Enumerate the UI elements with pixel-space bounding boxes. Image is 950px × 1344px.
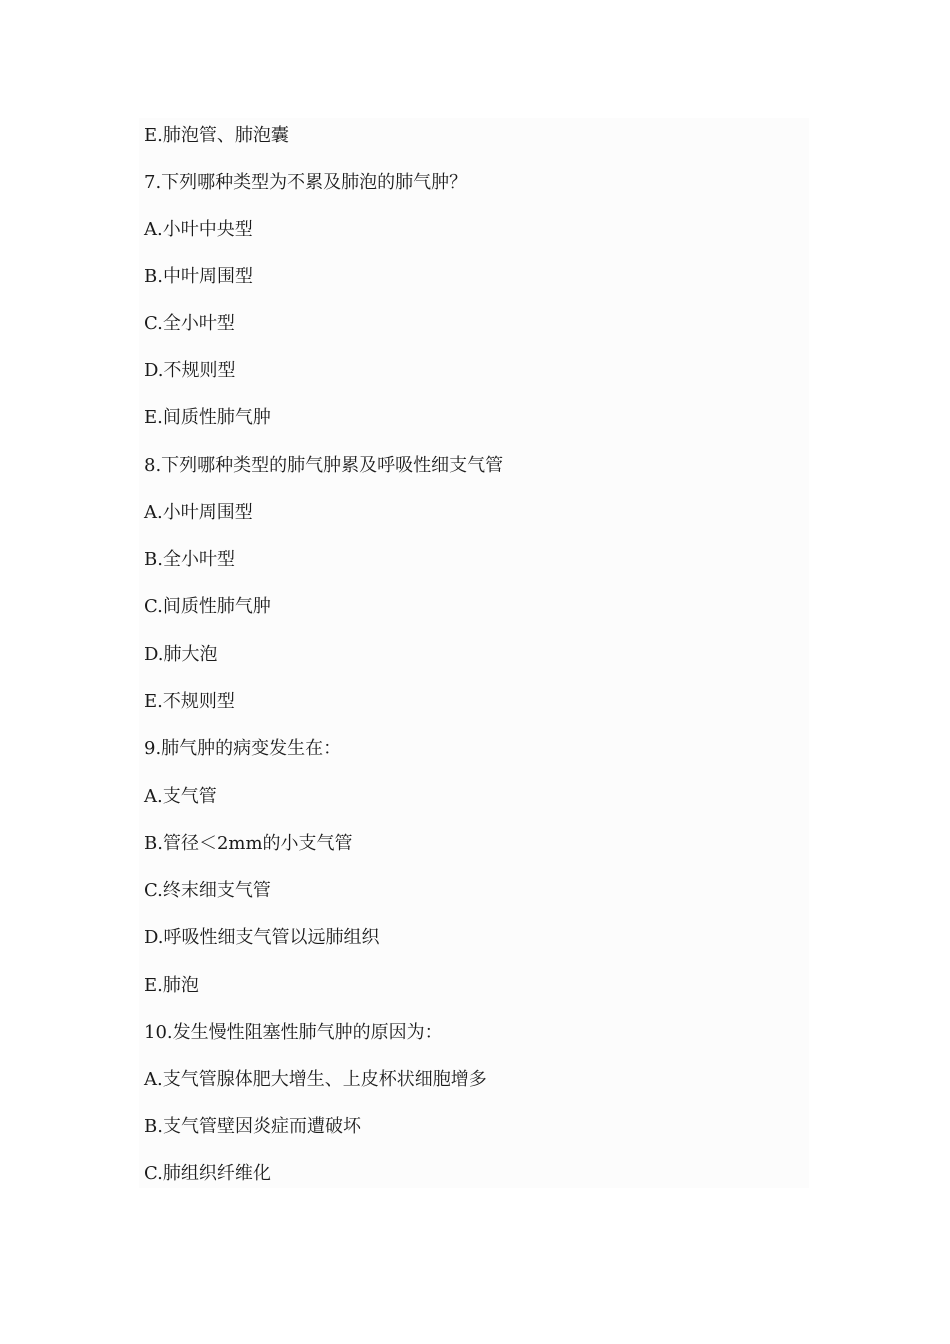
option-line: D.肺大泡 bbox=[144, 644, 218, 665]
option-line: B.管径＜2mm的小支气管 bbox=[144, 833, 353, 854]
option-line: C.间质性肺气肿 bbox=[144, 596, 271, 617]
option-line: E.肺泡管、肺泡囊 bbox=[144, 125, 289, 146]
option-line: E.不规则型 bbox=[144, 691, 235, 712]
option-line: C.全小叶型 bbox=[144, 313, 235, 334]
option-line: B.全小叶型 bbox=[144, 549, 235, 570]
option-line: B.支气管壁因炎症而遭破坏 bbox=[144, 1116, 361, 1137]
question-line: 8.下列哪种类型的肺气肿累及呼吸性细支气管 bbox=[144, 455, 504, 476]
option-line: A.支气管 bbox=[144, 786, 217, 807]
option-line: D.呼吸性细支气管以远肺组织 bbox=[144, 927, 380, 948]
option-line: C.肺组织纤维化 bbox=[144, 1163, 271, 1184]
option-line: E.间质性肺气肿 bbox=[144, 407, 271, 428]
question-line: 10.发生慢性阻塞性肺气肿的原因为： bbox=[144, 1022, 443, 1043]
option-line: D.不规则型 bbox=[144, 360, 236, 381]
question-line: 7.下列哪种类型为不累及肺泡的肺气肿？ bbox=[144, 172, 468, 193]
option-line: A.小叶中央型 bbox=[144, 219, 253, 240]
option-line: E.肺泡 bbox=[144, 975, 199, 996]
option-line: A.支气管腺体肥大增生、上皮杯状细胞增多 bbox=[144, 1069, 487, 1090]
question-line: 9.肺气肿的病变发生在： bbox=[144, 738, 342, 759]
option-line: A.小叶周围型 bbox=[144, 502, 253, 523]
option-line: C.终末细支气管 bbox=[144, 880, 271, 901]
option-line: B.中叶周围型 bbox=[144, 266, 253, 287]
